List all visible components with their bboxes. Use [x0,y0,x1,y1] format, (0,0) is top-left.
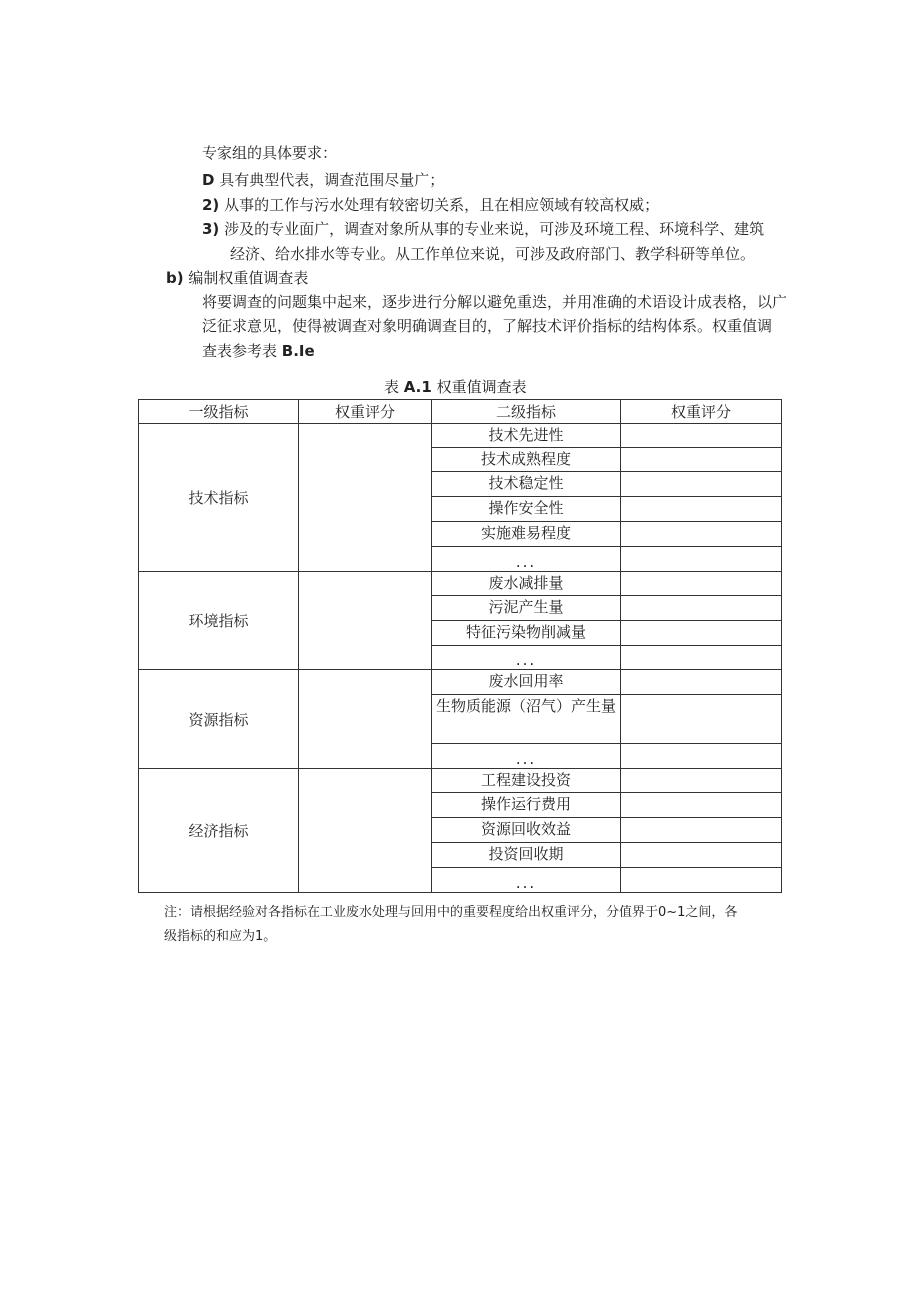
secondary-indicator-cell: 实施难易程度 [432,522,621,547]
section-b-para-line3 [202,341,315,361]
secondary-indicator-cell: 废水回用率 [432,670,621,695]
secondary-indicator-cell: 操作安全性 [432,497,621,522]
secondary-indicator-cell: 工程建设投资 [432,769,621,793]
table-header-row [139,400,782,424]
secondary-weight-cell[interactable] [621,448,782,472]
weight-survey-table [138,399,782,893]
note-line2: 级指标的和应为1。 [164,929,277,944]
secondary-weight-cell[interactable] [621,522,782,547]
table-reference: B.Ie [281,342,315,360]
secondary-indicator-cell: ... [432,646,621,670]
primary-indicator-cell: 环境指标 [139,572,299,670]
secondary-weight-cell[interactable] [621,744,782,769]
secondary-weight-cell[interactable] [621,818,782,843]
secondary-weight-cell[interactable] [621,596,782,621]
table-row [139,670,782,695]
table-caption-title: 权重值调查表 [436,378,527,396]
requirement-3-text-line1: 涉及的专业面广，调查对象所从事的专业来说，可涉及环境工程、环境科学、建筑 [224,220,765,238]
primary-indicator-cell: 资源指标 [139,670,299,769]
requirement-3-prefix: 3) [202,220,220,238]
secondary-indicator-cell: 技术稳定性 [432,472,621,497]
secondary-indicator-cell: 污泥产生量 [432,596,621,621]
requirement-1-prefix: D [202,171,215,189]
requirement-2 [202,195,659,215]
secondary-weight-cell[interactable] [621,424,782,448]
section-b-title: 编制权重值调查表 [188,269,309,287]
secondary-indicator-cell: 操作运行费用 [432,793,621,818]
secondary-weight-cell[interactable] [621,646,782,670]
primary-indicator-cell: 经济指标 [139,769,299,893]
section-b-heading [166,268,308,288]
secondary-weight-cell[interactable] [621,621,782,646]
secondary-weight-cell[interactable] [621,497,782,522]
primary-weight-cell[interactable] [299,769,432,893]
table-caption-prefix: 表 [384,378,400,396]
primary-weight-cell[interactable] [299,572,432,670]
requirement-2-prefix: 2) [202,196,220,214]
section-b-para-line3-text: 查表参考表 [202,342,278,360]
requirement-3 [202,219,764,239]
secondary-indicator-cell: 投资回收期 [432,843,621,868]
secondary-indicator-cell: 技术成熟程度 [432,448,621,472]
secondary-indicator-cell: 废水减排量 [432,572,621,596]
primary-indicator-cell: 技术指标 [139,424,299,572]
secondary-weight-cell[interactable] [621,793,782,818]
secondary-weight-cell[interactable] [621,572,782,596]
secondary-indicator-cell: ... [432,547,621,572]
secondary-indicator-cell: 特征污染物削减量 [432,621,621,646]
secondary-weight-cell[interactable] [621,868,782,893]
note-line1: 注：请根据经验对各指标在工业废水处理与回用中的重要程度给出权重评分，分值界于0~1之间，各 [164,905,738,920]
secondary-indicator-cell: ... [432,744,621,769]
table-row [139,769,782,793]
requirement-3-text-line2: 经济、给水排水等专业。从工作单位来说，可涉及政府部门、教学科研等单位。 [230,245,756,263]
secondary-indicator-cell: 资源回收效益 [432,818,621,843]
table-caption-number: A.1 [403,378,432,396]
header-primary-indicator: 一级指标 [139,400,299,424]
secondary-weight-cell[interactable] [621,547,782,572]
secondary-weight-cell[interactable] [621,843,782,868]
requirement-1 [202,170,444,190]
secondary-weight-cell[interactable] [621,472,782,497]
secondary-weight-cell[interactable] [621,670,782,695]
table-caption [384,377,527,397]
requirement-2-text: 从事的工作与污水处理有较密切关系，且在相应领域有较高权威； [224,196,660,214]
requirement-1-text: 具有典型代表，调查范围尽量广； [219,171,445,189]
table-row [139,424,782,448]
requirements-heading: 专家组的具体要求： [202,144,338,162]
secondary-weight-cell[interactable] [621,769,782,793]
section-b-prefix: b) [166,269,184,287]
secondary-indicator-cell: 技术先进性 [432,424,621,448]
section-b-para-line1: 将要调查的问题集中起来，逐步进行分解以避免重迭，并用准确的术语设计成表格，以广 [202,293,788,311]
table-row [139,572,782,596]
header-secondary-weight: 权重评分 [621,400,782,424]
primary-weight-cell[interactable] [299,670,432,769]
section-b-para-line2: 泛征求意见，使得被调查对象明确调查目的，了解技术评价指标的结构体系。权重值调 [202,317,773,335]
header-secondary-indicator: 二级指标 [432,400,621,424]
secondary-indicator-cell: ... [432,868,621,893]
primary-weight-cell[interactable] [299,424,432,572]
secondary-indicator-cell: 生物质能源（沼气）产生量 [432,695,621,744]
header-primary-weight: 权重评分 [299,400,432,424]
secondary-weight-cell[interactable] [621,695,782,744]
